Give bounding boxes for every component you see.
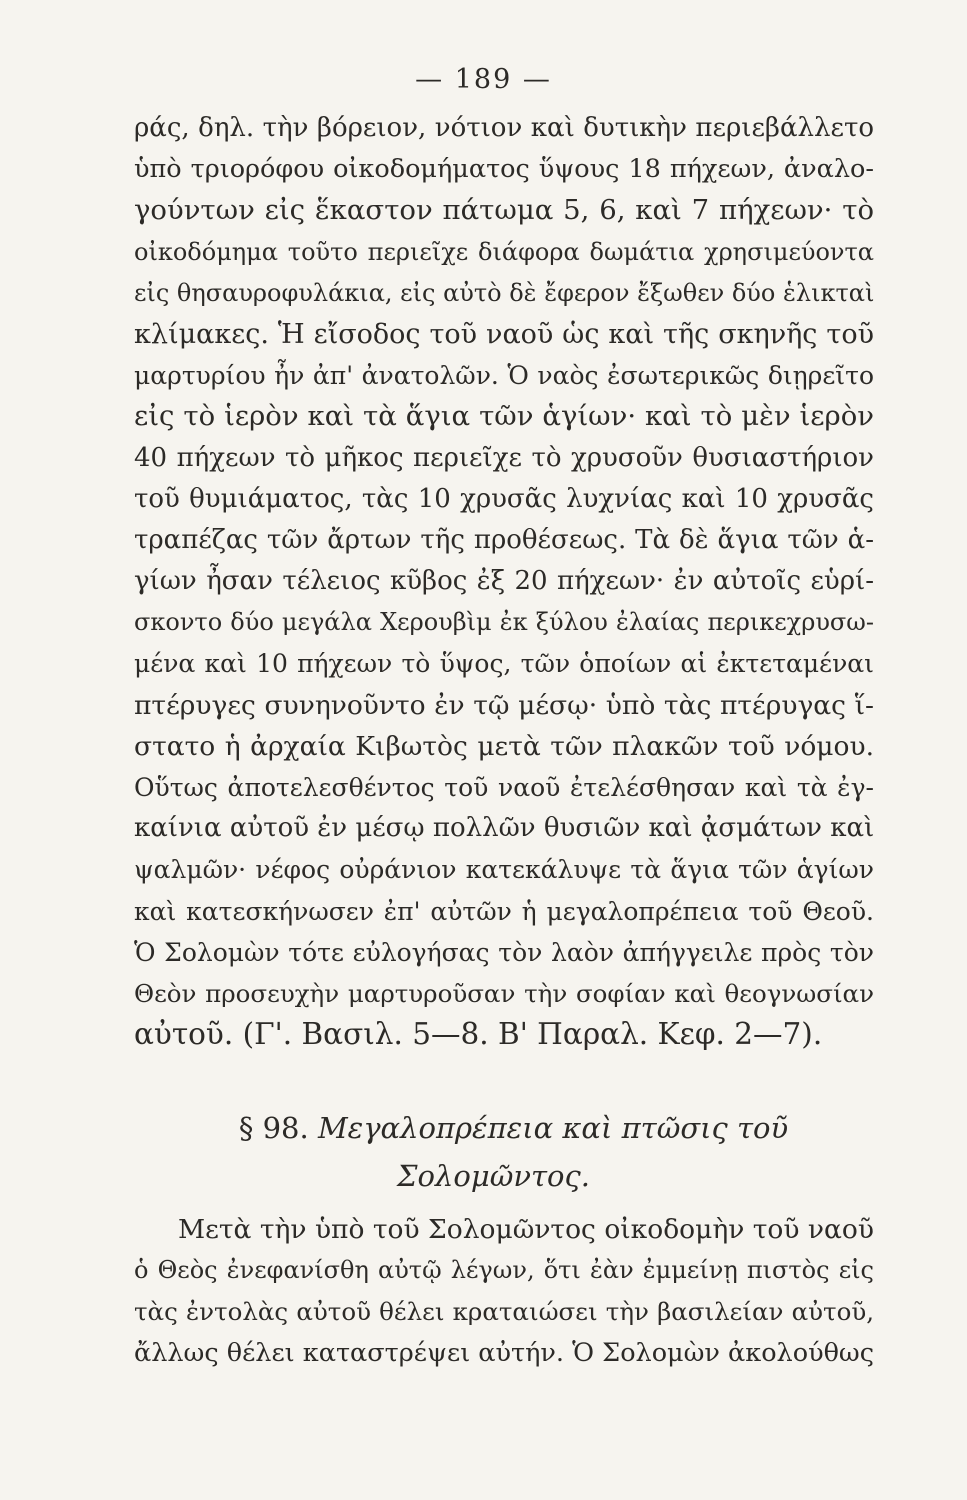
text-line: γούντων εἰς ἕκαστον πάτωμα 5, 6, καὶ 7 πήχεων· τὸ xyxy=(134,194,874,227)
text-line: ἄλλως θέλει καταστρέψει αὐτήν. Ὁ Σολομὼν ἀκολούθως xyxy=(134,1337,874,1368)
text-line: τοῦ θυμιάματος, τὰς 10 χρυσᾶς λυχνίας καὶ 10 χρυσᾶς xyxy=(134,483,874,514)
text-line: μένα καὶ 10 πήχεων τὸ ὕψος, τῶν ὁποίων αἱ ἐκτεταμέναι xyxy=(134,649,874,679)
section-heading xyxy=(0,1104,967,1200)
text-line: γίων ἦσαν τέλειος κῦβος ἐξ 20 πήχεων· ἐν αὐτοῖς εὑρί- xyxy=(134,566,874,597)
text-line: πτέρυγες συνηνοῦντο ἐν τῷ μέσῳ· ὑπὸ τὰς πτέρυγας ἵ- xyxy=(134,689,874,721)
text-line: ὑπὸ τριορόφου οἰκοδομήματος ὕψους 18 πήχεων, ἀναλο- xyxy=(134,154,874,185)
text-line: καίνια αὐτοῦ ἐν μέσῳ πολλῶν θυσιῶν καὶ ᾀσμάτων καὶ xyxy=(134,813,875,844)
section-title-part-2: Σολομῶντος. xyxy=(397,1159,590,1193)
text-line: κλίμακες. Ἡ εἴσοδος τοῦ ναοῦ ὡς καὶ τῆς σκηνῆς τοῦ xyxy=(134,318,874,350)
text-line: ὁ Θεὸς ἐνεφανίσθη αὐτῷ λέγων, ὅτι ἐὰν ἐμμείνῃ πιστὸς εἰς xyxy=(134,1256,874,1285)
text-line: Ὁ Σολομὼν τότε εὐλογήσας τὸν λαὸν ἀπήγγειλε πρὸς τὸν xyxy=(134,937,874,967)
section-title-part-1: Μεγαλοπρέπεια καὶ πτῶσις τοῦ xyxy=(317,1111,789,1145)
section-number: § 98. xyxy=(238,1111,309,1145)
text-line: ράς, δηλ. τὴν βόρειον, νότιον καὶ δυτικὴν περιεβάλλετο xyxy=(134,113,874,143)
section-heading-line-1 xyxy=(0,1104,967,1152)
text-line: τραπέζας τῶν ἄρτων τῆς προθέσεως. Τὰ δὲ ἅγια τῶν ἁ- xyxy=(134,524,874,555)
text-line: 40 πήχεων τὸ μῆκος περιεῖχε τὸ χρυσοῦν θυσιαστήριον xyxy=(134,442,874,473)
text-line: εἰς τὸ ἱερὸν καὶ τὰ ἅγια τῶν ἁγίων· καὶ τὸ μὲν ἱερὸν xyxy=(134,400,874,433)
text-line: οἰκοδόμημα τοῦτο περιεῖχε διάφορα δωμάτια χρησιμεύοντα xyxy=(134,237,874,266)
text-line: αὐτοῦ. (Γ'. Βασιλ. 5—8. Β' Παραλ. Κεφ. 2—7). xyxy=(134,1017,823,1052)
paragraph-1 xyxy=(134,108,874,1055)
text-line: ψαλμῶν· νέφος οὐράνιον κατεκάλυψε τὰ ἅγια τῶν ἁγίων xyxy=(134,855,874,885)
text-line: στατο ἡ ἀρχαία Κιβωτὸς μετὰ τῶν πλακῶν τοῦ νόμου. xyxy=(134,730,874,762)
text-line: Μετὰ τὴν ὑπὸ τοῦ Σολομῶντος οἰκοδομὴν τοῦ ναοῦ xyxy=(178,1214,874,1245)
text-line: Οὕτως ἀποτελεσθέντος τοῦ ναοῦ ἐτελέσθησαν καὶ τὰ ἐγ- xyxy=(134,773,874,802)
text-line: εἰς θησαυροφυλάκια, εἰς αὐτὸ δὲ ἔφερον ἔξωθεν δύο ἑλικταὶ xyxy=(134,278,875,307)
text-line: μαρτυρίου ἦν ἀπ' ἀνατολῶν. Ὁ ναὸς ἐσωτερικῶς διῃρεῖτο xyxy=(134,361,874,391)
page-number: — 189 — xyxy=(415,64,552,95)
text-line: τὰς ἐντολὰς αὐτοῦ θέλει κραταιώσει τὴν βασιλείαν αὐτοῦ, xyxy=(134,1297,874,1327)
paragraph-2 xyxy=(134,1209,874,1374)
text-line: καὶ κατεσκήνωσεν ἐπ' αὐτῶν ἡ μεγαλοπρέπεια τοῦ Θεοῦ. xyxy=(134,896,874,926)
text-line: σκοντο δύο μεγάλα Χερουβὶμ ἐκ ξύλου ἐλαίας περικεχρυσω- xyxy=(134,608,874,637)
text-line: Θεὸν προσευχὴν μαρτυροῦσαν τὴν σοφίαν καὶ θεογνωσίαν xyxy=(134,978,874,1008)
